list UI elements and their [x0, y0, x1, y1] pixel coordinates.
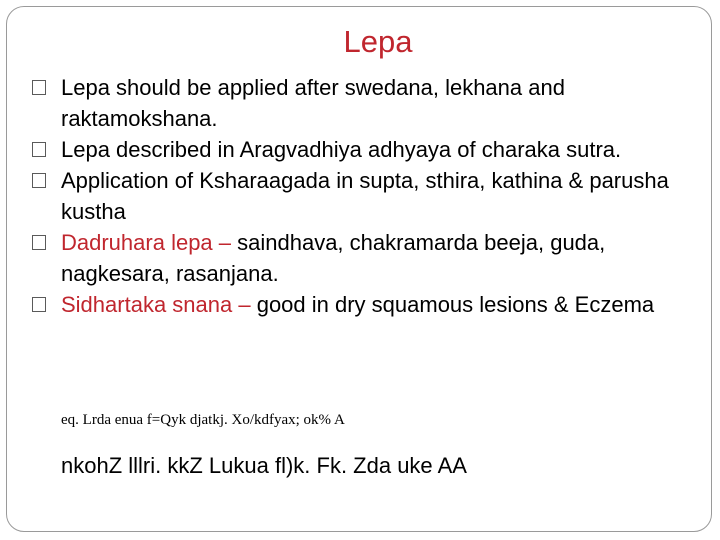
- bullet-box-icon: [32, 173, 46, 188]
- bullet-text: good in dry squamous lesions & Eczema: [256, 292, 655, 317]
- bullet-text: Application of Ksharaagada in supta, sthira, kathina & parusha kustha: [61, 168, 669, 224]
- bullet-box-icon: [32, 142, 46, 157]
- bullet-box-icon: [32, 80, 46, 95]
- slide-title: Lepa: [343, 24, 413, 59]
- bullet-box-icon: [32, 235, 46, 250]
- bullet-item: [30, 72, 705, 134]
- bullet-text: saindhava, chakramarda beeja, guda, nagkesara, rasanjana.: [61, 230, 606, 286]
- bullet-item: [30, 134, 705, 165]
- bullet-item: [30, 227, 705, 289]
- bullet-text: Lepa should be applied after swedana, lekhana and raktamokshana.: [61, 75, 565, 131]
- sanskrit-verse-line-2: nkohZ lllri. kkZ Lukua fl)k. Fk. Zda uke AA: [61, 453, 467, 478]
- bullet-heading: Dadruhara lepa –: [61, 230, 238, 255]
- bullet-item: [30, 289, 705, 320]
- bullet-list: [30, 72, 705, 320]
- sanskrit-verse-line-1: eq. Lrda enua f=Qyk djatkj. Xo/kdfyax; ok% A: [61, 412, 345, 428]
- bullet-text: Lepa described in Aragvadhiya adhyaya of charaka sutra.: [61, 137, 622, 162]
- bullet-box-icon: [32, 297, 46, 312]
- bullet-heading: Sidhartaka snana –: [61, 292, 257, 317]
- bullet-item: [30, 165, 705, 227]
